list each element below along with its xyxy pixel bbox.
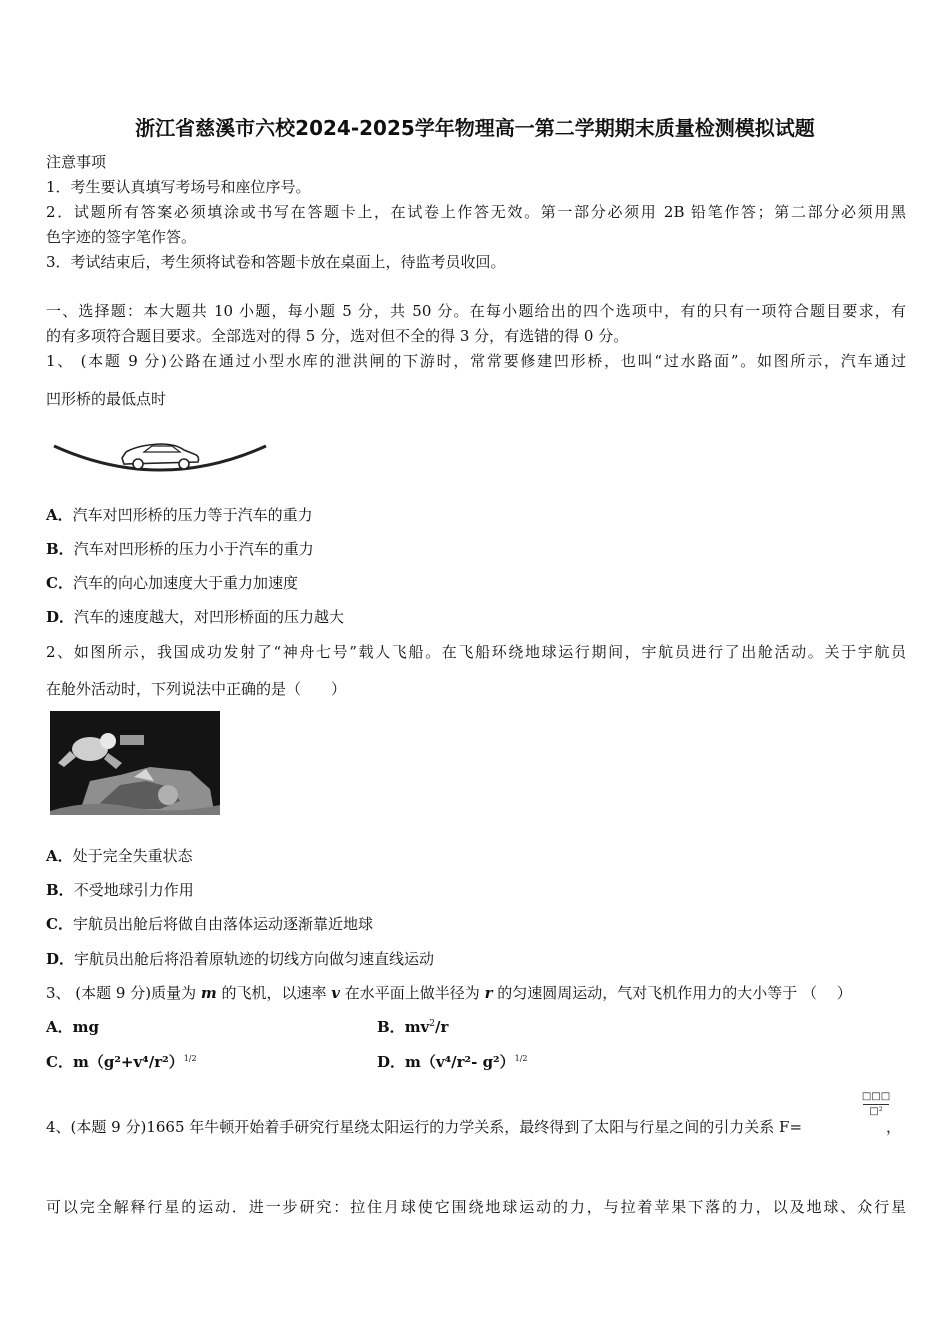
q2-option-c[interactable]: C．宇航员出舱后将做自由落体运动逐渐靠近地球 xyxy=(46,915,373,933)
q1-option-b[interactable]: B．汽车对凹形桥的压力小于汽车的重力 xyxy=(46,540,314,558)
astronaut-spacewalk-photo xyxy=(50,711,220,815)
q4-stem-line2: 可以完全解释行星的运动．进一步研究：拉住月球使它围绕地球运动的力，与拉着苹果下落的力，以及地球、众行星 xyxy=(46,1198,906,1216)
concave-bridge-car-figure xyxy=(48,432,272,480)
q2-option-a[interactable]: A．处于完全失重状态 xyxy=(46,847,193,865)
notice-heading: 注意事项 xyxy=(46,153,107,171)
notice-item-1: 1．考生要认真填写考场号和座位序号。 xyxy=(46,178,311,196)
notice-item-3: 3．考试结束后，考生须将试卷和答题卡放在桌面上，待监考员收回。 xyxy=(46,253,506,271)
q1-stem-line2: 凹形桥的最低点时 xyxy=(46,390,167,408)
notice-item-2-cont: 色字迹的签字笔作答。 xyxy=(46,228,197,246)
fraction-denominator: □² xyxy=(863,1104,889,1117)
q1-option-c[interactable]: C．汽车的向心加速度大于重力加速度 xyxy=(46,574,298,592)
gravitation-formula-fraction xyxy=(860,1092,892,1117)
fraction-numerator: □□□ xyxy=(861,1091,891,1102)
q3-option-d[interactable]: D．m（v⁴/r²- g²）$^{1/2}$ xyxy=(377,1053,528,1071)
section-instructions-line2: 的有多项符合题目要求。全部选对的得 5 分，选对但不全的得 3 分，有选错的得 0 分。 xyxy=(46,327,629,345)
q2-option-b[interactable]: B．不受地球引力作用 xyxy=(46,881,194,899)
section-instructions-line1: 一、选择题：本大题共 10 小题，每小题 5 分，共 50 分。在每小题给出的四个选项中，有的只有一项符合题目要求，有 xyxy=(46,302,906,320)
q4-stem-comma: ， xyxy=(886,1118,902,1136)
q2-stem-line1: 2、如图所示，我国成功发射了“神舟七号”载人飞船。在飞船环绕地球运行期间，宇航员进行了出舱活动。关于宇航员 xyxy=(46,643,906,661)
q1-option-a[interactable]: A．汽车对凹形桥的压力等于汽车的重力 xyxy=(46,506,313,524)
notice-item-2: 2．试题所有答案必须填涂或书写在答题卡上，在试卷上作答无效。第一部分必须用 2B 铅笔作答；第二部分必须用黑 xyxy=(46,203,906,221)
q3-option-b[interactable]: B．$mv^2/r$ xyxy=(377,1018,449,1036)
q1-option-d[interactable]: D．汽车的速度越大，对凹形桥面的压力越大 xyxy=(46,608,345,626)
q4-stem-line1: 4、(本题 9 分)1665 年牛顿开始着手研究行星绕太阳运行的力学关系，最终得到了太阳与行星之间的引力关系 F= xyxy=(46,1118,803,1136)
q2-option-d[interactable]: D．宇航员出舱后将沿着原轨迹的切线方向做匀速直线运动 xyxy=(46,950,435,968)
q3-stem: 3、 (本题 9 分)质量为 m 的飞机，以速率 v 在水平面上做半径为 r 的匀速圆周运动，气对飞机作用力的大小等于 （ ） xyxy=(46,984,852,1002)
q2-stem-line2: 在舱外活动时，下列说法中正确的是（ ） xyxy=(46,680,347,698)
q3-option-a[interactable]: A．mg xyxy=(46,1018,100,1036)
page-title: 浙江省慈溪市六校2024-2025学年物理高一第二学期期末质量检测模拟试题 xyxy=(135,116,815,140)
q3-option-c[interactable]: C．$m(g^2+v^4/r^2)^{1/2}$ xyxy=(46,1053,197,1071)
q1-stem-line1: 1、 (本题 9 分)公路在通过小型水库的泄洪闸的下游时，常常要修建凹形桥，也叫“过水路面”。如图所示，汽车通过 xyxy=(46,352,906,370)
